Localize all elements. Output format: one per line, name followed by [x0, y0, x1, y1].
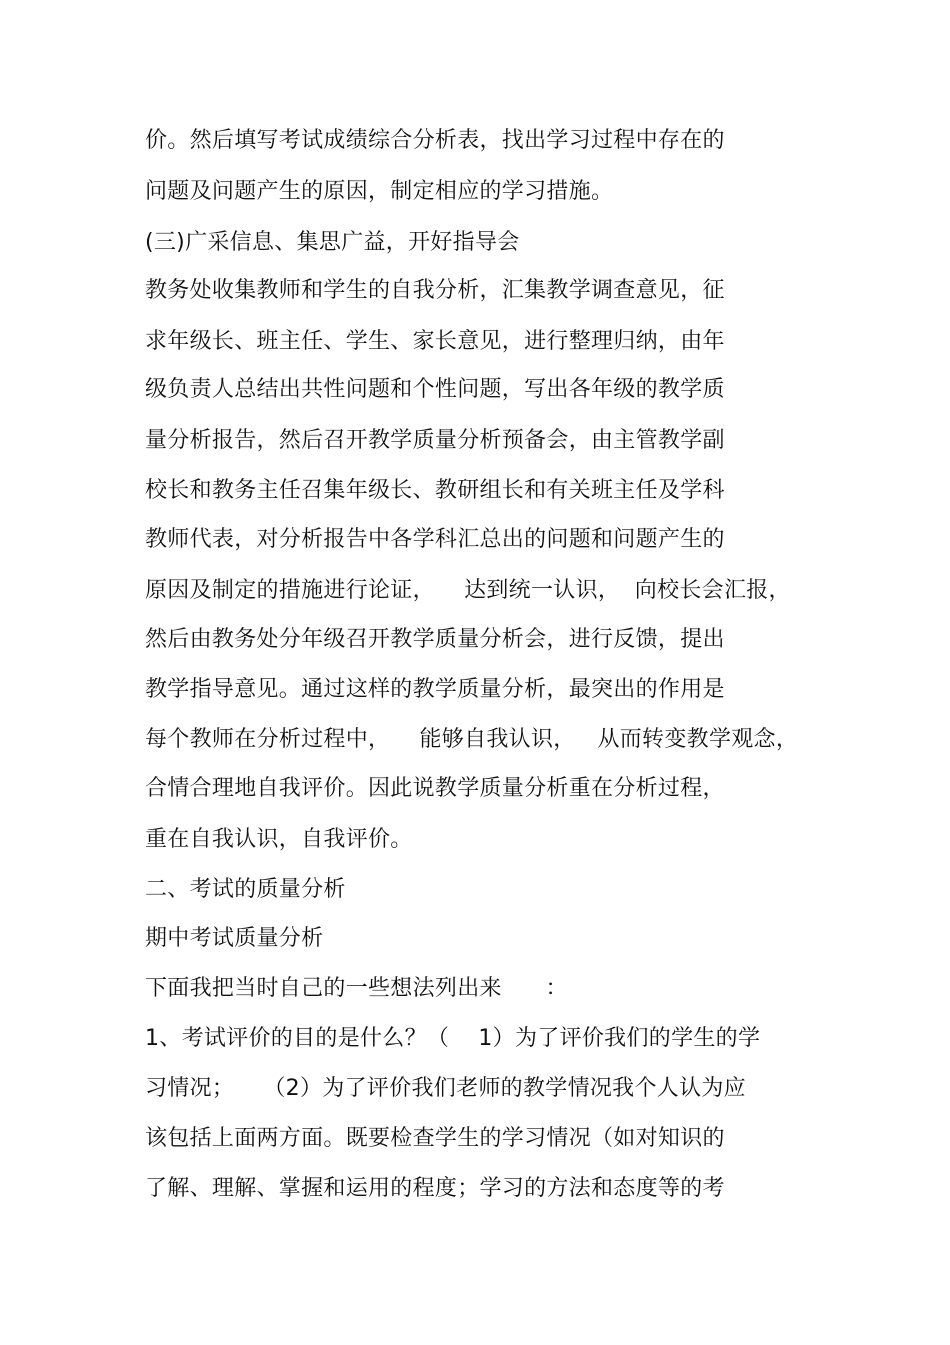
text-line: 求年级长、班主任、学生、家长意见，进行整理归纳，由年	[145, 329, 725, 354]
text-line: 下面我把当时自己的一些想法列出来 ：	[145, 976, 568, 1001]
section-heading: (三)广采信息、集思广益，开好指导会	[145, 230, 520, 255]
text-line: 教师代表，对分析报告中各学科汇总出的问题和问题产生的	[145, 527, 725, 552]
text-line: 1、考试评价的目的是什么？（ 1）为了评价我们的学生的学	[145, 1026, 761, 1051]
text-line: 然后由教务处分年级召开教学质量分析会，进行反馈，提出	[145, 627, 725, 652]
text-line: 习情况； （2）为了评价我们老师的教学情况我个人认为应	[145, 1076, 746, 1101]
text-line: 校长和教务主任召集年级长、教研组长和有关班主任及学科	[145, 478, 725, 503]
text-line: 重在自我认识，自我评价。	[145, 827, 413, 852]
text-line: 每个教师在分析过程中， 能够自我认识， 从而转变教学观念，	[145, 727, 799, 752]
text-line: 价。然后填写考试成绩综合分析表，找出学习过程中存在的	[145, 128, 725, 153]
text-line: 问题及问题产生的原因，制定相应的学习措施。	[145, 179, 614, 204]
text-line: 量分析报告，然后召开教学质量分析预备会，由主管教学副	[145, 428, 725, 453]
section-heading: 期中考试质量分析	[145, 926, 324, 951]
text-line: 教学指导意见。通过这样的教学质量分析，最突出的作用是	[145, 677, 725, 702]
text-line: 原因及制定的措施进行论证， 达到统一认识， 向校长会汇报，	[145, 578, 791, 603]
text-line: 级负责人总结出共性问题和个性问题，写出各年级的教学质	[145, 377, 725, 402]
text-line: 教务处收集教师和学生的自我分析，汇集教学调查意见，征	[145, 278, 725, 303]
text-line: 该包括上面两方面。既要检查学生的学习情况（如对知识的	[145, 1126, 725, 1151]
text-line: 了解、理解、掌握和运用的程度；学习的方法和态度等的考	[145, 1176, 725, 1201]
text-line: 合情合理地自我评价。因此说教学质量分析重在分析过程，	[145, 776, 725, 801]
section-heading: 二、考试的质量分析	[145, 877, 346, 902]
